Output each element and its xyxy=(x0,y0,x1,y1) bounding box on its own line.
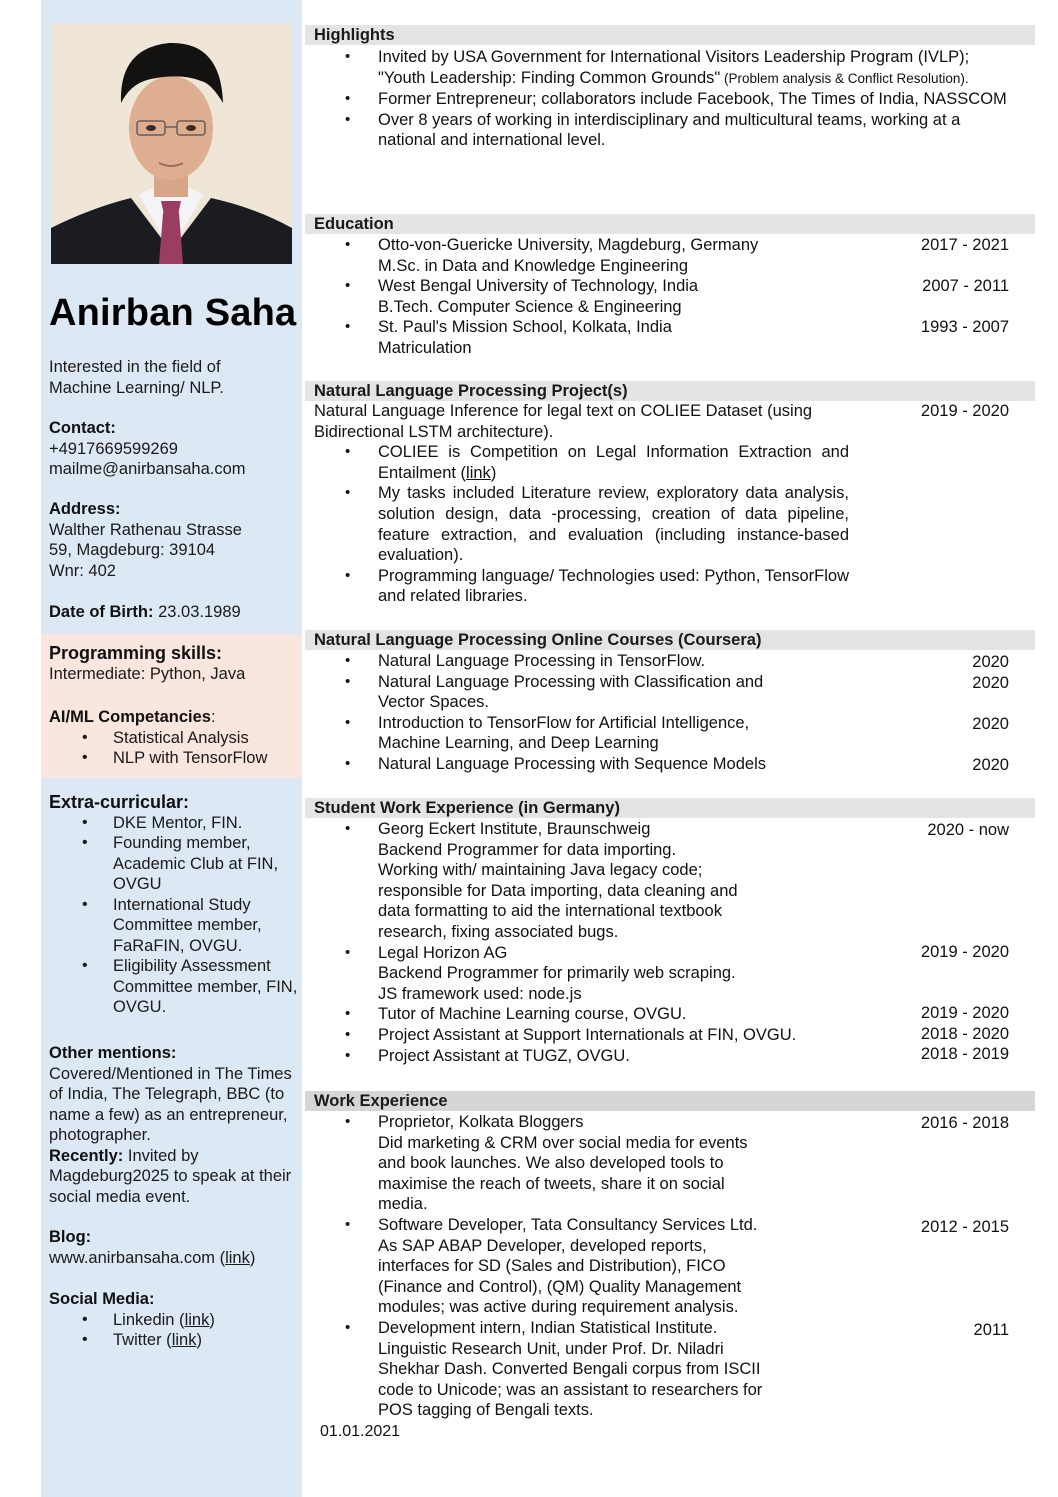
role: Backend Programmer for data importing. xyxy=(378,840,677,859)
twitter-link[interactable]: link xyxy=(171,1331,197,1349)
section-title: Work Experience xyxy=(305,1091,1035,1111)
student-work-item xyxy=(305,819,758,943)
course-item xyxy=(305,713,798,754)
programming-skills-section xyxy=(49,643,299,684)
institution: • West Bengal University of Technology, India xyxy=(378,277,699,296)
aiml-section xyxy=(49,707,299,769)
employer: • Legal Horizon AG xyxy=(378,943,508,962)
interest-line: Machine Learning/ NLP. xyxy=(49,378,224,397)
candidate-name: Anirban Saha xyxy=(49,292,297,334)
education-item xyxy=(305,276,1035,317)
extracurricular-item: • International Study Committee member, FaRaFIN, OVGU. xyxy=(49,895,299,957)
highlight-text: Former Entrepreneur; collaborators include Facebook, The Times of India, NASSCOM xyxy=(378,90,1007,109)
course-title: Introduction to TensorFlow for Artificial Intelligence, Machine Learning, and Deep Learning xyxy=(378,713,750,753)
institution: • St. Paul's Mission School, Kolkata, India xyxy=(378,318,672,337)
aiml-colon: : xyxy=(210,708,216,726)
profile-photo xyxy=(51,23,292,264)
aiml-list xyxy=(49,728,299,769)
institution: • Otto-von-Guericke University, Magdeburg, Germany xyxy=(378,236,759,254)
course-year: 2020 xyxy=(972,756,1009,774)
section-title: Highlights xyxy=(305,25,1035,45)
date-range: 2017 - 2021 xyxy=(920,236,1009,254)
contact-phone[interactable]: +4917669599269 xyxy=(49,439,178,458)
highlight-item xyxy=(305,47,1010,89)
social-item-twitter xyxy=(49,1330,299,1351)
aiml-label: AI/ML Competancies xyxy=(49,708,211,726)
blog-label: Blog: xyxy=(49,1228,92,1246)
social-media-section xyxy=(49,1289,299,1351)
other-mentions-text: Covered/Mentioned in The Times of India, The Telegraph, BBC (to name a few) as an entrepreneur, photographer. xyxy=(49,1064,292,1144)
employer: • Georg Eckert Institute, Braunschweig xyxy=(378,820,651,838)
degree: M.Sc. in Data and Knowledge Engineering xyxy=(378,256,689,275)
degree: B.Tech. Computer Science & Engineering xyxy=(378,297,682,316)
project-text: COLIEE is Competition on Legal Information Extraction and Entailment ( xyxy=(378,443,849,482)
date-range: 2019 - 2020 xyxy=(920,943,1009,961)
blog-url: www.anirbansaha.com xyxy=(49,1248,215,1267)
course-year: 2020 xyxy=(972,715,1009,733)
coliee-link[interactable]: link xyxy=(466,463,491,482)
description: Linguistic Research Unit, under Prof. Dr. Niladri Shekhar Dash. Converted Bengali corpus from ISCII code to Unicode; was an assistant to researchers for POS tagging of Bengali texts. xyxy=(378,1339,763,1420)
interest-line: Interested in the field of xyxy=(49,358,221,376)
description: JS framework used: node.js xyxy=(378,984,582,1003)
extracurricular-label: Extra-curricular: xyxy=(49,792,190,812)
project-item: • My tasks included Literature review, exploratory data analysis, solution design, data -processing, creation of data pipeline, feature extraction, and evaluation (including instance-based evaluation). xyxy=(305,483,849,565)
programming-skills-value: Intermediate: Python, Java xyxy=(49,664,246,683)
role: Backend Programmer for primarily web scraping. xyxy=(378,964,736,983)
section-title: Student Work Experience (in Germany) xyxy=(305,798,1035,818)
education-item xyxy=(305,235,1035,276)
course-title: Natural Language Processing in TensorFlow. xyxy=(378,652,706,670)
paren-open: ( xyxy=(174,1310,185,1329)
date-range: 2012 - 2015 xyxy=(920,1218,1009,1236)
student-work-item xyxy=(305,943,758,1005)
section-title: Education xyxy=(305,214,1035,234)
linkedin-link[interactable]: link xyxy=(184,1310,210,1329)
course-year: 2020 xyxy=(972,653,1009,671)
blog-link[interactable]: link xyxy=(225,1248,250,1267)
social-name: Twitter xyxy=(113,1331,162,1349)
description: Working with/ maintaining Java legacy code; responsible for Data importing, data cleaning and data formatting to aid the international textbook research, fixing associated bugs. xyxy=(378,861,738,941)
role: • Development intern, Indian Statistical Institute. xyxy=(378,1318,718,1337)
course-year: 2020 xyxy=(972,674,1009,692)
social-item-linkedin xyxy=(49,1310,299,1331)
date-range: 2019 - 2020 xyxy=(920,402,1009,420)
highlight-item xyxy=(305,89,1010,110)
sidebar xyxy=(41,0,302,1497)
section-title: Natural Language Processing Project(s) xyxy=(305,381,1035,401)
role: • Tutor of Machine Learning course, OVGU. xyxy=(378,1005,687,1024)
date-range: 2019 - 2020 xyxy=(920,1004,1009,1022)
main-content xyxy=(305,0,1035,1497)
course-item xyxy=(305,672,798,713)
address-line: 59, Magdeburg: 39104 xyxy=(49,541,216,559)
work-item xyxy=(305,1215,768,1318)
date-range: 2018 - 2019 xyxy=(920,1045,1009,1063)
course-item xyxy=(305,651,798,672)
highlight-text: Invited by USA Government for International Visitors Leadership Program (IVLP); "Youth Leadership: Finding Common Grounds" xyxy=(378,48,970,87)
highlight-note: (Problem analysis & Conflict Resolution). xyxy=(720,70,969,86)
social-media-label: Social Media: xyxy=(49,1290,155,1308)
description: Did marketing & CRM over social media for events and book launches. We also developed tools to maximise the reach of tweets, share it on social media. xyxy=(378,1133,748,1214)
extracurricular-item: • Eligibility Assessment Committee member, FIN, OVGU. xyxy=(49,956,299,1018)
courses-section xyxy=(305,630,1035,775)
highlight-text: Over 8 years of working in interdisciplinary and multicultural teams, working at a national and international level. xyxy=(378,110,961,150)
other-mentions-section xyxy=(49,1043,299,1207)
address-section xyxy=(49,499,299,581)
dob-label: Date of Birth: xyxy=(49,603,154,621)
role: • Software Developer, Tata Consultancy Services Ltd. xyxy=(378,1215,758,1234)
role: • Project Assistant at Support Internationals at FIN, OVGU. xyxy=(378,1025,797,1044)
recently-text: Invited by Magdeburg2025 to speak at their social media event. xyxy=(49,1146,292,1206)
contact-label: Contact: xyxy=(49,419,116,437)
date-range: 2016 - 2018 xyxy=(920,1114,1009,1132)
recently-label: Recently: xyxy=(49,1146,124,1165)
contact-email[interactable]: mailme@anirbansaha.com xyxy=(49,460,246,478)
section-title: Natural Language Processing Online Courses (Coursera) xyxy=(305,630,1035,650)
course-title: Natural Language Processing with Sequence Models xyxy=(378,754,766,773)
extracurricular-item: • DKE Mentor, FIN. xyxy=(49,813,299,834)
paren-close: ) xyxy=(196,1331,202,1349)
aiml-item: • Statistical Analysis xyxy=(49,728,299,749)
education-section xyxy=(305,214,1035,359)
project-intro: Natural Language Inference for legal text on COLIEE Dataset (using Bidirectional LSTM architecture). xyxy=(314,402,813,441)
blog-paren-open: ( xyxy=(215,1248,226,1267)
highlights-section xyxy=(305,25,1035,151)
extracurricular-list xyxy=(49,813,299,1018)
degree: Matriculation xyxy=(378,338,472,357)
address-line: Walther Rathenau Strasse xyxy=(49,520,242,539)
other-mentions-label: Other mentions: xyxy=(49,1044,177,1062)
dob-value: 23.03.1989 xyxy=(158,603,241,621)
work-item xyxy=(305,1112,768,1215)
course-item xyxy=(305,754,798,775)
address-label: Address: xyxy=(49,500,121,518)
document-date: 01.01.2021 xyxy=(320,1423,401,1440)
student-work-section xyxy=(305,798,1035,1066)
description: As SAP ABAP Developer, developed reports, interfaces for SD (Sales and Distribution), FICO (Finance and Control), (QM) Quality Management modules; was active during requirement analysis. xyxy=(378,1236,742,1317)
blog-section xyxy=(49,1227,299,1268)
highlight-item xyxy=(305,110,1010,151)
aiml-item: • NLP with TensorFlow xyxy=(49,748,299,769)
date-range: 2011 xyxy=(973,1321,1009,1339)
extracurricular-item: • Founding member, Academic Club at FIN, OVGU xyxy=(49,833,299,895)
paren-close: ) xyxy=(209,1310,215,1329)
contact-section xyxy=(49,418,299,480)
role: • Project Assistant at TUGZ, OVGU. xyxy=(378,1046,630,1065)
work-experience-section xyxy=(305,1091,1035,1421)
project-item: • Programming language/ Technologies used: Python, TensorFlow and related libraries. xyxy=(305,566,849,607)
nlp-project-section xyxy=(305,381,1035,607)
programming-skills-label: Programming skills: xyxy=(49,643,223,663)
address-line: Wnr: 402 xyxy=(49,561,116,580)
education-item xyxy=(305,317,1035,358)
work-item xyxy=(305,1318,768,1421)
social-name: Linkedin xyxy=(113,1310,175,1329)
course-title: Natural Language Processing with Classification and Vector Spaces. xyxy=(378,672,764,712)
project-item xyxy=(305,442,849,483)
role: • Proprietor, Kolkata Bloggers xyxy=(378,1113,584,1131)
extracurricular-section xyxy=(49,792,299,1018)
dob-section xyxy=(49,602,299,623)
paren-close: ) xyxy=(490,463,497,482)
paren-open: ( xyxy=(161,1331,172,1349)
date-range: 2007 - 2011 xyxy=(922,277,1009,296)
date-range: 2018 - 2020 xyxy=(920,1025,1009,1043)
profile-photo-illustration xyxy=(51,23,292,264)
date-range: 2020 - now xyxy=(927,821,1009,839)
blog-paren-close: ) xyxy=(249,1248,256,1267)
social-media-list xyxy=(49,1310,299,1351)
date-range: 1993 - 2007 xyxy=(920,318,1009,337)
interest-statement xyxy=(49,357,299,398)
